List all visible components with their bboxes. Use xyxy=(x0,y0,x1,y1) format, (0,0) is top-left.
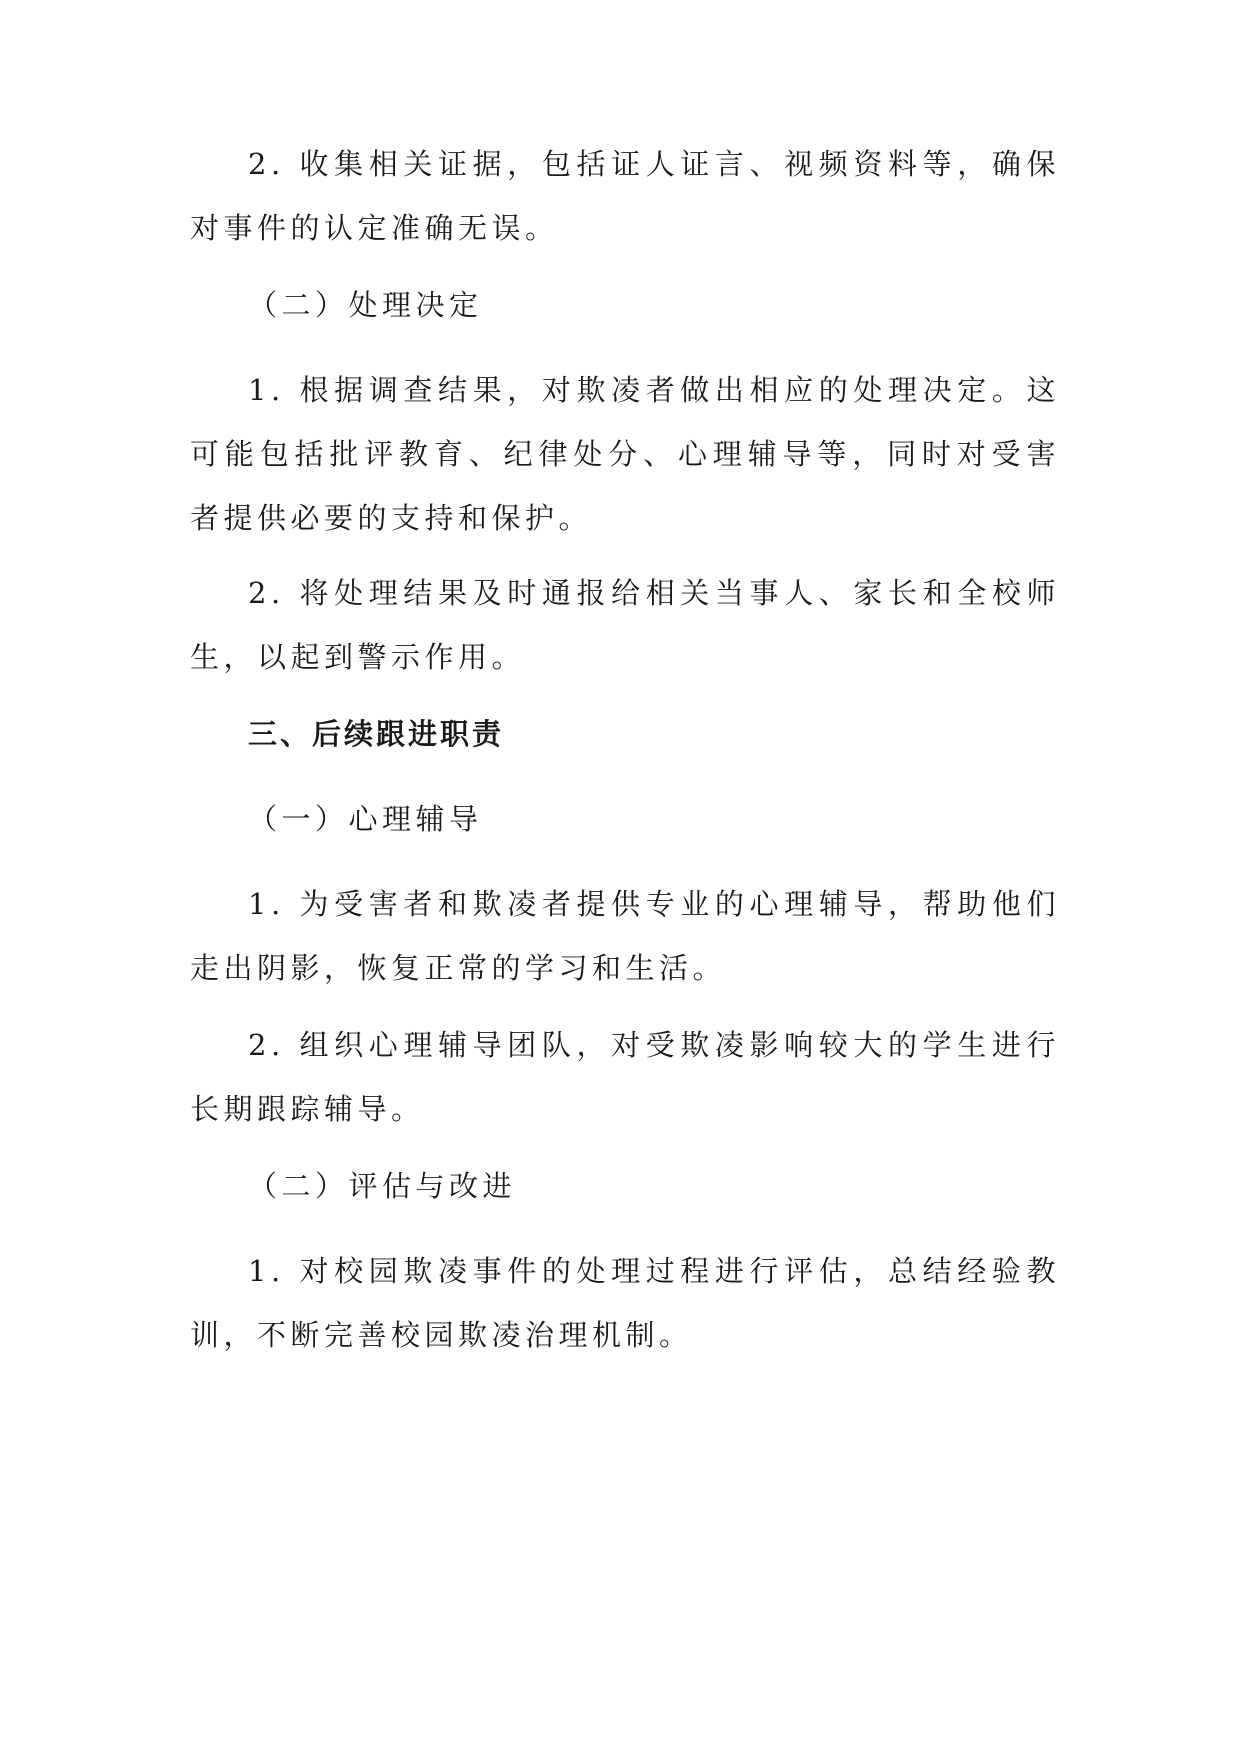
paragraph-decision-basis: 1. 根据调查结果，对欺凌者做出相应的处理决定。这可能包括批评教育、纪律处分、心理辅导等，同时对受害者提供必要的支持和保护。 xyxy=(190,373,1060,535)
paragraph-evidence-collection: 2. 收集相关证据，包括证人证言、视频资料等，确保对事件的认定准确无误。 xyxy=(190,147,1060,245)
paragraph-counseling-support: 1. 为受害者和欺凌者提供专业的心理辅导，帮助他们走出阴影，恢复正常的学习和生活。 xyxy=(190,887,1060,985)
subheading-handling-decision: （二）处理决定 xyxy=(248,288,483,322)
subheading-psychological-counseling: （一）心理辅导 xyxy=(248,802,483,836)
subheading-evaluation-improvement: （二）评估与改进 xyxy=(248,1169,517,1203)
paragraph-counseling-team: 2. 组织心理辅导团队，对受欺凌影响较大的学生进行长期跟踪辅导。 xyxy=(190,1028,1060,1126)
paragraph-notify-results: 2. 将处理结果及时通报给相关当事人、家长和全校师生，以起到警示作用。 xyxy=(190,576,1060,674)
paragraph-evaluation-process: 1. 对校园欺凌事件的处理过程进行评估，总结经验教训，不断完善校园欺凌治理机制。 xyxy=(190,1254,1060,1352)
section-heading-follow-up: 三、后续跟进职责 xyxy=(248,717,505,751)
